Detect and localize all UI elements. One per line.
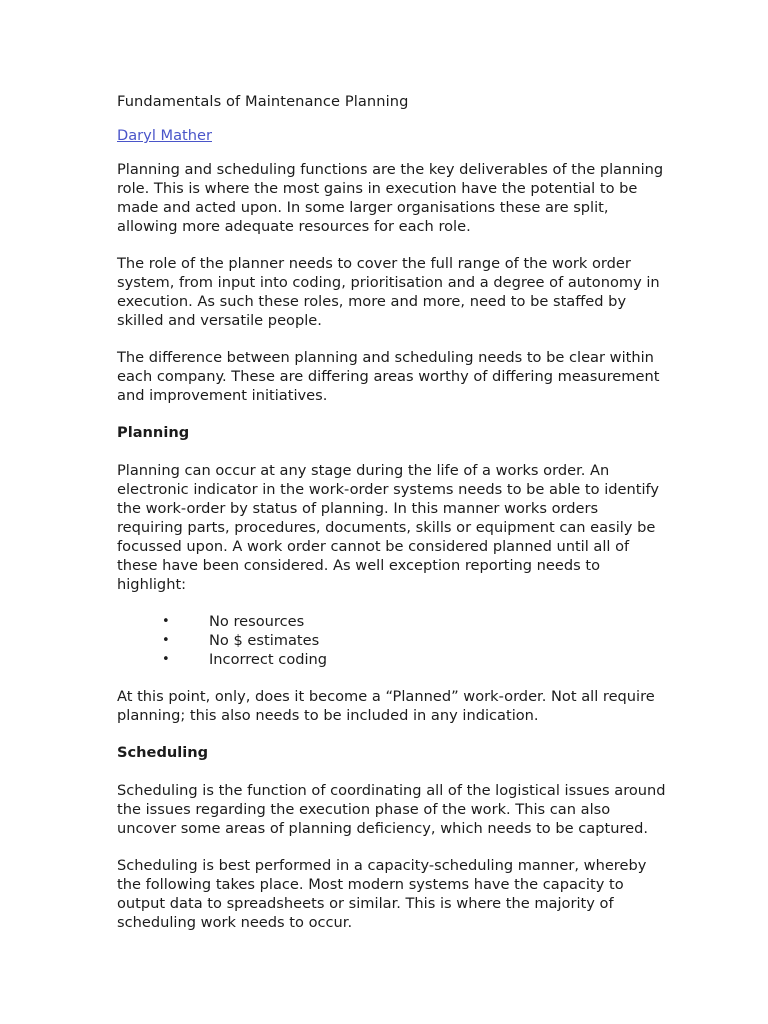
list-item-text: Incorrect coding bbox=[209, 651, 328, 668]
scheduling-paragraph-2: Scheduling is best performed in a capacity-scheduling manner, whereby the following takes place. Most modern systems have the capacity to output data to spreadsheets or similar. This is where the majority of scheduling work needs to occur. bbox=[117, 857, 647, 931]
bullet-icon: • bbox=[162, 633, 170, 648]
author-link[interactable]: Daryl Mather bbox=[117, 127, 212, 144]
planning-paragraph: Planning can occur at any stage during the life of a works order. An electronic indicator in the work-order systems needs to be able to identify the work-order by status of planning. In this manner works orders requiring parts, procedures, documents, skills or equipment can easily be focussed upon. A work order cannot be considered planned until all of these have been considered. As well exception reporting needs to highlight: bbox=[117, 462, 660, 593]
intro-paragraph-1: Planning and scheduling functions are the key deliverables of the planning role. This is where the most gains in execution have the potential to be made and acted upon. In some larger organisations these are split, allowing more adequate resources for each role. bbox=[117, 161, 664, 235]
exception-list bbox=[117, 612, 668, 669]
list-item bbox=[117, 631, 668, 650]
list-item bbox=[117, 650, 668, 669]
list-item-text: No resources bbox=[209, 613, 305, 630]
planning-closing-paragraph: At this point, only, does it become a “Planned” work-order. Not all require planning; this also needs to be included in any indication. bbox=[117, 688, 655, 724]
intro-paragraph-2: The role of the planner needs to cover the full range of the work order system, from input into coding, prioritisation and a degree of autonomy in execution. As such these roles, more and more, need to be staffed by skilled and versatile people. bbox=[117, 255, 660, 329]
list-item-text: No $ estimates bbox=[209, 632, 320, 649]
bullet-icon: • bbox=[162, 652, 170, 667]
scheduling-paragraph-1: Scheduling is the function of coordinating all of the logistical issues around the issues regarding the execution phase of the work. This can also uncover some areas of planning deficiency, which needs to be captured. bbox=[117, 782, 666, 837]
scheduling-heading: Scheduling bbox=[117, 744, 209, 761]
list-item bbox=[117, 612, 668, 631]
planning-heading: Planning bbox=[117, 424, 190, 441]
bullet-icon: • bbox=[162, 614, 170, 629]
document-title: Fundamentals of Maintenance Planning bbox=[117, 93, 409, 110]
intro-paragraph-3: The difference between planning and scheduling needs to be clear within each company. These are differing areas worthy of differing measurement and improvement initiatives. bbox=[117, 349, 660, 404]
